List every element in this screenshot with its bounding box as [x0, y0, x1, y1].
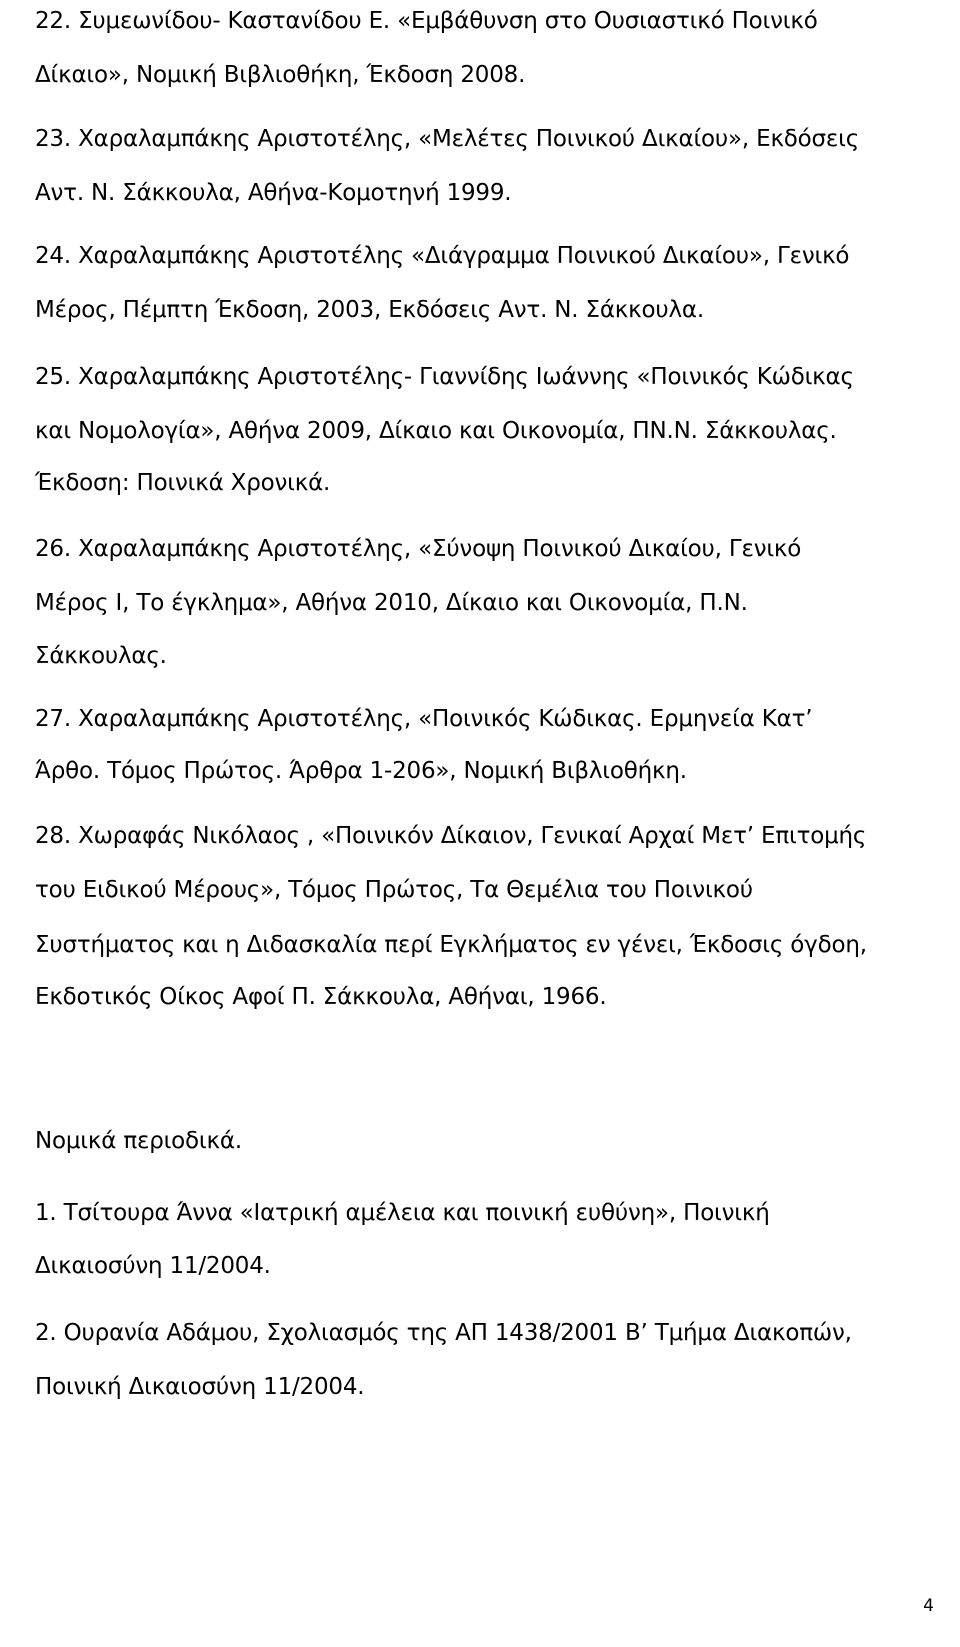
reference-line: 25. Χαραλαμπάκης Αριστοτέλης- Γιαννίδης Ιωάννης «Ποινικός Κώδικας	[35, 364, 854, 390]
reference-line: του Ειδικού Μέρους», Τόμος Πρώτος, Τα Θεμέλια του Ποινικού	[35, 877, 753, 903]
periodical-line: 2. Ουρανία Αδάμου, Σχολιασμός της ΑΠ 1438/2001 Β’ Τμήμα Διακοπών,	[35, 1320, 852, 1346]
reference-line: Μέρος Ι, Το έγκλημα», Αθήνα 2010, Δίκαιο και Οικονομία, Π.Ν.	[35, 590, 748, 616]
reference-line: Έκδοση: Ποινικά Χρονικά.	[35, 470, 331, 496]
reference-line: και Νομολογία», Αθήνα 2009, Δίκαιο και Οικονομία, ΠΝ.Ν. Σάκκουλας.	[35, 418, 837, 444]
periodical-line: Δικαιοσύνη 11/2004.	[35, 1253, 271, 1279]
reference-line: 22. Συμεωνίδου- Καστανίδου Ε. «Εμβάθυνση στο Ουσιαστικό Ποινικό	[35, 8, 818, 34]
reference-line: Αντ. Ν. Σάκκουλα, Αθήνα-Κομοτηνή 1999.	[35, 180, 512, 206]
reference-line: 24. Χαραλαμπάκης Αριστοτέλης «Διάγραμμα Ποινικού Δικαίου», Γενικό	[35, 243, 850, 269]
reference-line: 26. Χαραλαμπάκης Αριστοτέλης, «Σύνοψη Ποινικού Δικαίου, Γενικό	[35, 536, 802, 562]
reference-line: Μέρος, Πέμπτη Έκδοση, 2003, Εκδόσεις Αντ. Ν. Σάκκουλα.	[35, 297, 704, 323]
reference-line: Εκδοτικός Οίκος Αφοί Π. Σάκκουλα, Αθήναι, 1966.	[35, 984, 607, 1010]
reference-line: 28. Χωραφάς Νικόλαος , «Ποινικόν Δίκαιον, Γενικαί Αρχαί Μετ’ Επιτομής	[35, 823, 867, 849]
periodical-line: Ποινική Δικαιοσύνη 11/2004.	[35, 1374, 365, 1400]
periodical-line: 1. Τσίτουρα Άννα «Ιατρική αμέλεια και ποινική ευθύνη», Ποινική	[35, 1200, 770, 1226]
reference-line: Σάκκουλας.	[35, 643, 167, 669]
reference-line: 23. Χαραλαμπάκης Αριστοτέλης, «Μελέτες Ποινικού Δικαίου», Εκδόσεις	[35, 126, 860, 152]
reference-line: Άρθο. Τόμος Πρώτος. Άρθρα 1-206», Νομική Βιβλιοθήκη.	[35, 758, 687, 784]
page-number: 4	[923, 1596, 934, 1616]
reference-line: Συστήματος και η Διδασκαλία περί Εγκλήματος εν γένει, Έκδοσις όγδοη,	[35, 932, 867, 958]
section-heading: Νομικά περιοδικά.	[35, 1128, 242, 1154]
reference-line: Δίκαιο», Νομική Βιβλιοθήκη, Έκδοση 2008.	[35, 62, 526, 88]
reference-line: 27. Χαραλαμπάκης Αριστοτέλης, «Ποινικός Κώδικας. Ερμηνεία Κατ’	[35, 706, 813, 732]
